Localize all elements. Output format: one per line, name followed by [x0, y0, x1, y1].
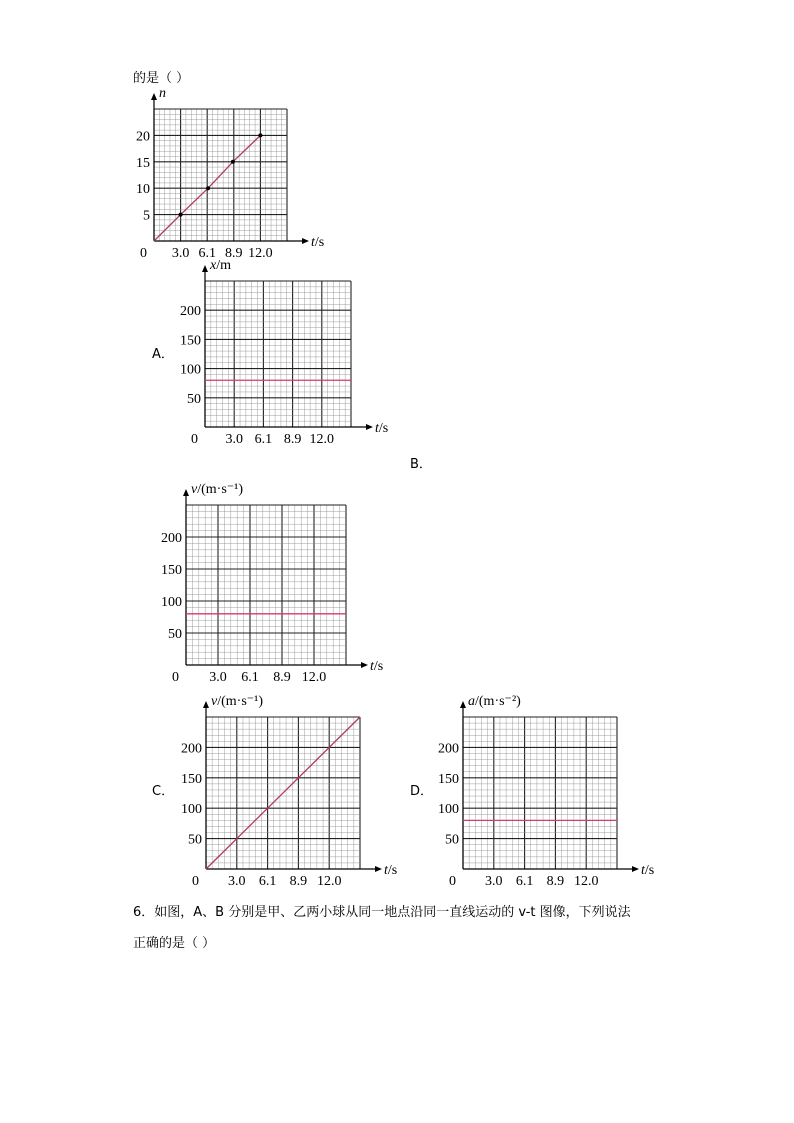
y-axis-arrow — [202, 265, 208, 272]
option-a-label: A． — [152, 347, 174, 362]
data-point — [231, 160, 235, 164]
y-axis-arrow — [203, 701, 209, 708]
origin-label: 0 — [192, 874, 199, 889]
x-tick-label: 6.1 — [258, 874, 277, 889]
y-tick-label: 150 — [438, 771, 459, 787]
x-tick-label: 8.9 — [273, 670, 291, 685]
y-tick-label: 150 — [180, 333, 201, 349]
question6-line2: 正确的是（ ） — [133, 936, 216, 951]
origin-label: 0 — [172, 670, 179, 685]
x-axis-label: t/s — [375, 421, 389, 436]
y-tick-label: 10 — [136, 182, 150, 198]
x-axis-arrow — [375, 866, 382, 872]
x-tick-label: 3.0 — [225, 432, 243, 447]
question6-line1: 6．如图，A、B 分别是甲、乙两小球从同一地点沿同一直线运动的 v-t 图像，下列说法 — [133, 905, 631, 920]
y-tick-label: 15 — [136, 155, 150, 171]
y-tick-label: 20 — [136, 129, 150, 145]
x-tick-label: 8.9 — [546, 874, 565, 889]
x-tick-label: 12.0 — [309, 432, 335, 447]
option-d-label: D． — [410, 784, 434, 799]
option-b-label: B． — [410, 457, 432, 472]
y-axis-label: x/m — [210, 258, 231, 273]
y-axis-arrow — [183, 489, 189, 496]
y-axis-label: n — [159, 86, 166, 101]
x-axis-arrow — [366, 424, 373, 430]
x-tick-label: 12.0 — [248, 246, 273, 261]
x-tick-label: 6.1 — [198, 246, 216, 261]
x-tick-label: 8.9 — [289, 874, 308, 889]
option-c-label: C． — [152, 784, 175, 799]
x-tick-label: 12.0 — [316, 874, 342, 889]
y-tick-label: 50 — [188, 832, 202, 848]
origin-label: 0 — [140, 246, 147, 261]
x-tick-label: 6.1 — [254, 432, 273, 447]
x-tick-label: 12.0 — [301, 670, 327, 685]
y-tick-label: 200 — [180, 304, 201, 320]
y-axis-arrow — [460, 701, 466, 708]
origin-label: 0 — [191, 432, 198, 447]
y-axis-arrow — [151, 93, 157, 100]
x-axis-arrow — [361, 662, 368, 668]
x-axis-label: t/s — [370, 659, 384, 674]
x-tick-label: 12.0 — [573, 874, 599, 889]
x-tick-label: 6.1 — [241, 670, 259, 685]
x-tick-label: 8.9 — [283, 432, 302, 447]
data-point — [179, 213, 183, 217]
y-tick-label: 150 — [181, 771, 202, 787]
data-point — [258, 133, 262, 137]
y-tick-label: 5 — [143, 208, 150, 224]
x-axis-arrow — [632, 866, 639, 872]
x-tick-label: 8.9 — [225, 246, 243, 261]
x-tick-label: 3.0 — [228, 874, 246, 889]
y-axis-label: v/(m·s⁻¹) — [191, 482, 244, 497]
y-tick-label: 200 — [181, 741, 202, 757]
y-tick-label: 100 — [180, 362, 201, 378]
x-tick-label: 3.0 — [171, 246, 190, 261]
x-tick-label: 3.0 — [485, 874, 503, 889]
y-tick-label: 100 — [181, 802, 202, 818]
y-axis-label: v/(m·s⁻¹) — [211, 694, 264, 709]
data-point — [206, 186, 210, 190]
y-axis-label: a/(m·s⁻²) — [468, 694, 521, 709]
x-axis-label: t/s — [641, 863, 655, 878]
x-tick-label: 3.0 — [209, 670, 227, 685]
origin-label: 0 — [449, 874, 456, 889]
y-tick-label: 150 — [161, 563, 182, 578]
question-prefix: 的是（ ） — [133, 71, 190, 86]
x-axis-arrow — [302, 238, 309, 244]
y-tick-label: 200 — [438, 741, 459, 757]
x-axis-label: t/s — [311, 235, 325, 250]
series-line — [206, 717, 360, 869]
x-axis-label: t/s — [384, 863, 398, 878]
y-tick-label: 50 — [445, 832, 459, 848]
y-tick-label: 50 — [168, 627, 182, 642]
y-tick-label: 200 — [161, 531, 182, 546]
x-tick-label: 6.1 — [515, 874, 534, 889]
y-tick-label: 100 — [161, 595, 182, 610]
y-tick-label: 50 — [187, 391, 201, 407]
y-tick-label: 100 — [438, 802, 459, 818]
